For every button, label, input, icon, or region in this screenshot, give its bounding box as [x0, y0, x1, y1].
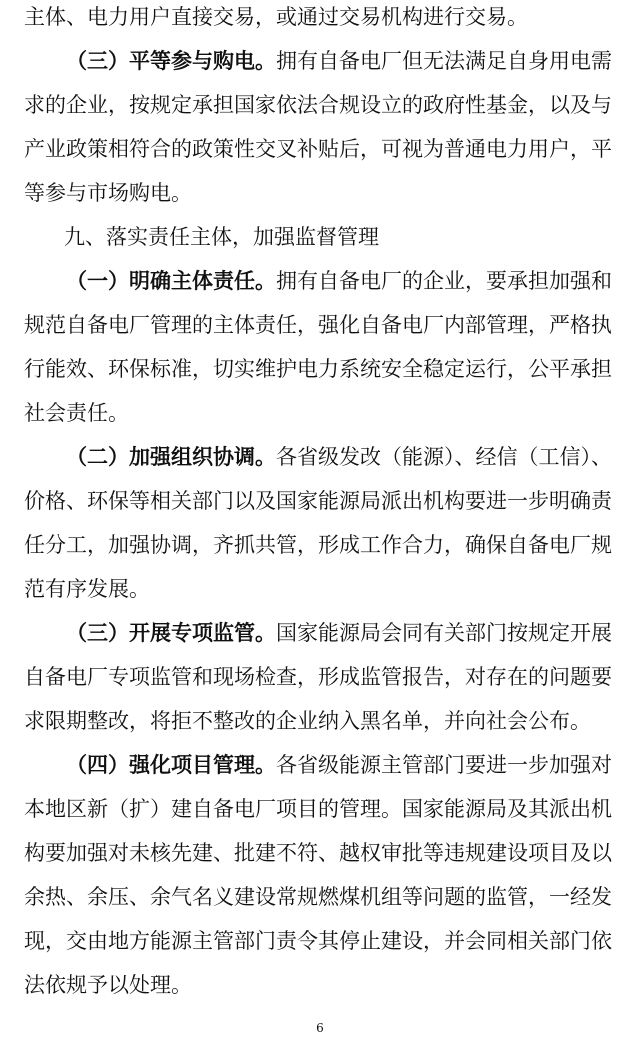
section-title: （一）明确主体责任。 — [66, 268, 276, 293]
paragraph-line: 规范自备电厂管理的主体责任，强化自备电厂内部管理，严格执 — [24, 313, 612, 337]
section-text: 拥有自备电厂的企业，要承担加强和 — [276, 269, 612, 293]
section-first-line — [66, 618, 612, 648]
paragraph-line: 求限期整改，将拒不整改的企业纳入黑名单，并向社会公布。 — [24, 709, 591, 733]
section-first-line — [66, 46, 612, 76]
paragraph-line: 主体、电力用户直接交易，或通过交易机构进行交易。 — [24, 5, 528, 29]
section-title: （三）开展专项监管。 — [66, 620, 276, 645]
page-number: 6 — [316, 1021, 324, 1035]
paragraph-line: 构要加强对未核先建、批建不符、越权审批等违规建设项目及以 — [24, 841, 612, 865]
section-text: 拥有自备电厂但无法满足自身用电需 — [276, 49, 612, 73]
section-text: 各省级能源主管部门要进一步加强对 — [276, 753, 612, 777]
paragraph-line: 任分工，加强协调，齐抓共管，形成工作合力，确保自备电厂规 — [24, 533, 612, 557]
paragraph-line: 现，交由地方能源主管部门责令其停止建设，并会同相关部门依 — [24, 929, 612, 953]
paragraph-line: 法依规予以处理。 — [24, 973, 192, 997]
section-first-line — [66, 266, 612, 296]
paragraph-line: 余热、余压、余气名义建设常规燃煤机组等问题的监管，一经发 — [24, 885, 612, 909]
paragraph-line: 范有序发展。 — [24, 577, 150, 601]
section-first-line — [66, 442, 612, 472]
paragraph-line: 求的企业，按规定承担国家依法合规设立的政府性基金，以及与 — [24, 93, 612, 117]
section-title: （二）加强组织协调。 — [66, 444, 276, 469]
section-title: （三）平等参与购电。 — [66, 48, 276, 73]
section-text: 各省级发改（能源）、经信（工信）、 — [276, 445, 612, 469]
section-text: 国家能源局会同有关部门按规定开展 — [276, 621, 612, 645]
paragraph-line: 社会责任。 — [24, 401, 129, 425]
section-first-line — [66, 750, 612, 780]
paragraph-line: 价格、环保等相关部门以及国家能源局派出机构要进一步明确责 — [24, 489, 612, 513]
chapter-heading: 九、落实责任主体，加强监督管理 — [64, 225, 379, 249]
paragraph-line: 产业政策相符合的政策性交叉补贴后，可视为普通电力用户，平 — [24, 137, 612, 161]
paragraph-line: 自备电厂专项监管和现场检查，形成监管报告，对存在的问题要 — [24, 665, 612, 689]
paragraph-line: 行能效、环保标准，切实维护电力系统安全稳定运行，公平承担 — [24, 357, 612, 381]
paragraph-line: 本地区新（扩）建自备电厂项目的管理。国家能源局及其派出机 — [24, 797, 612, 821]
paragraph-line: 等参与市场购电。 — [24, 181, 192, 205]
section-title: （四）强化项目管理。 — [66, 752, 276, 777]
